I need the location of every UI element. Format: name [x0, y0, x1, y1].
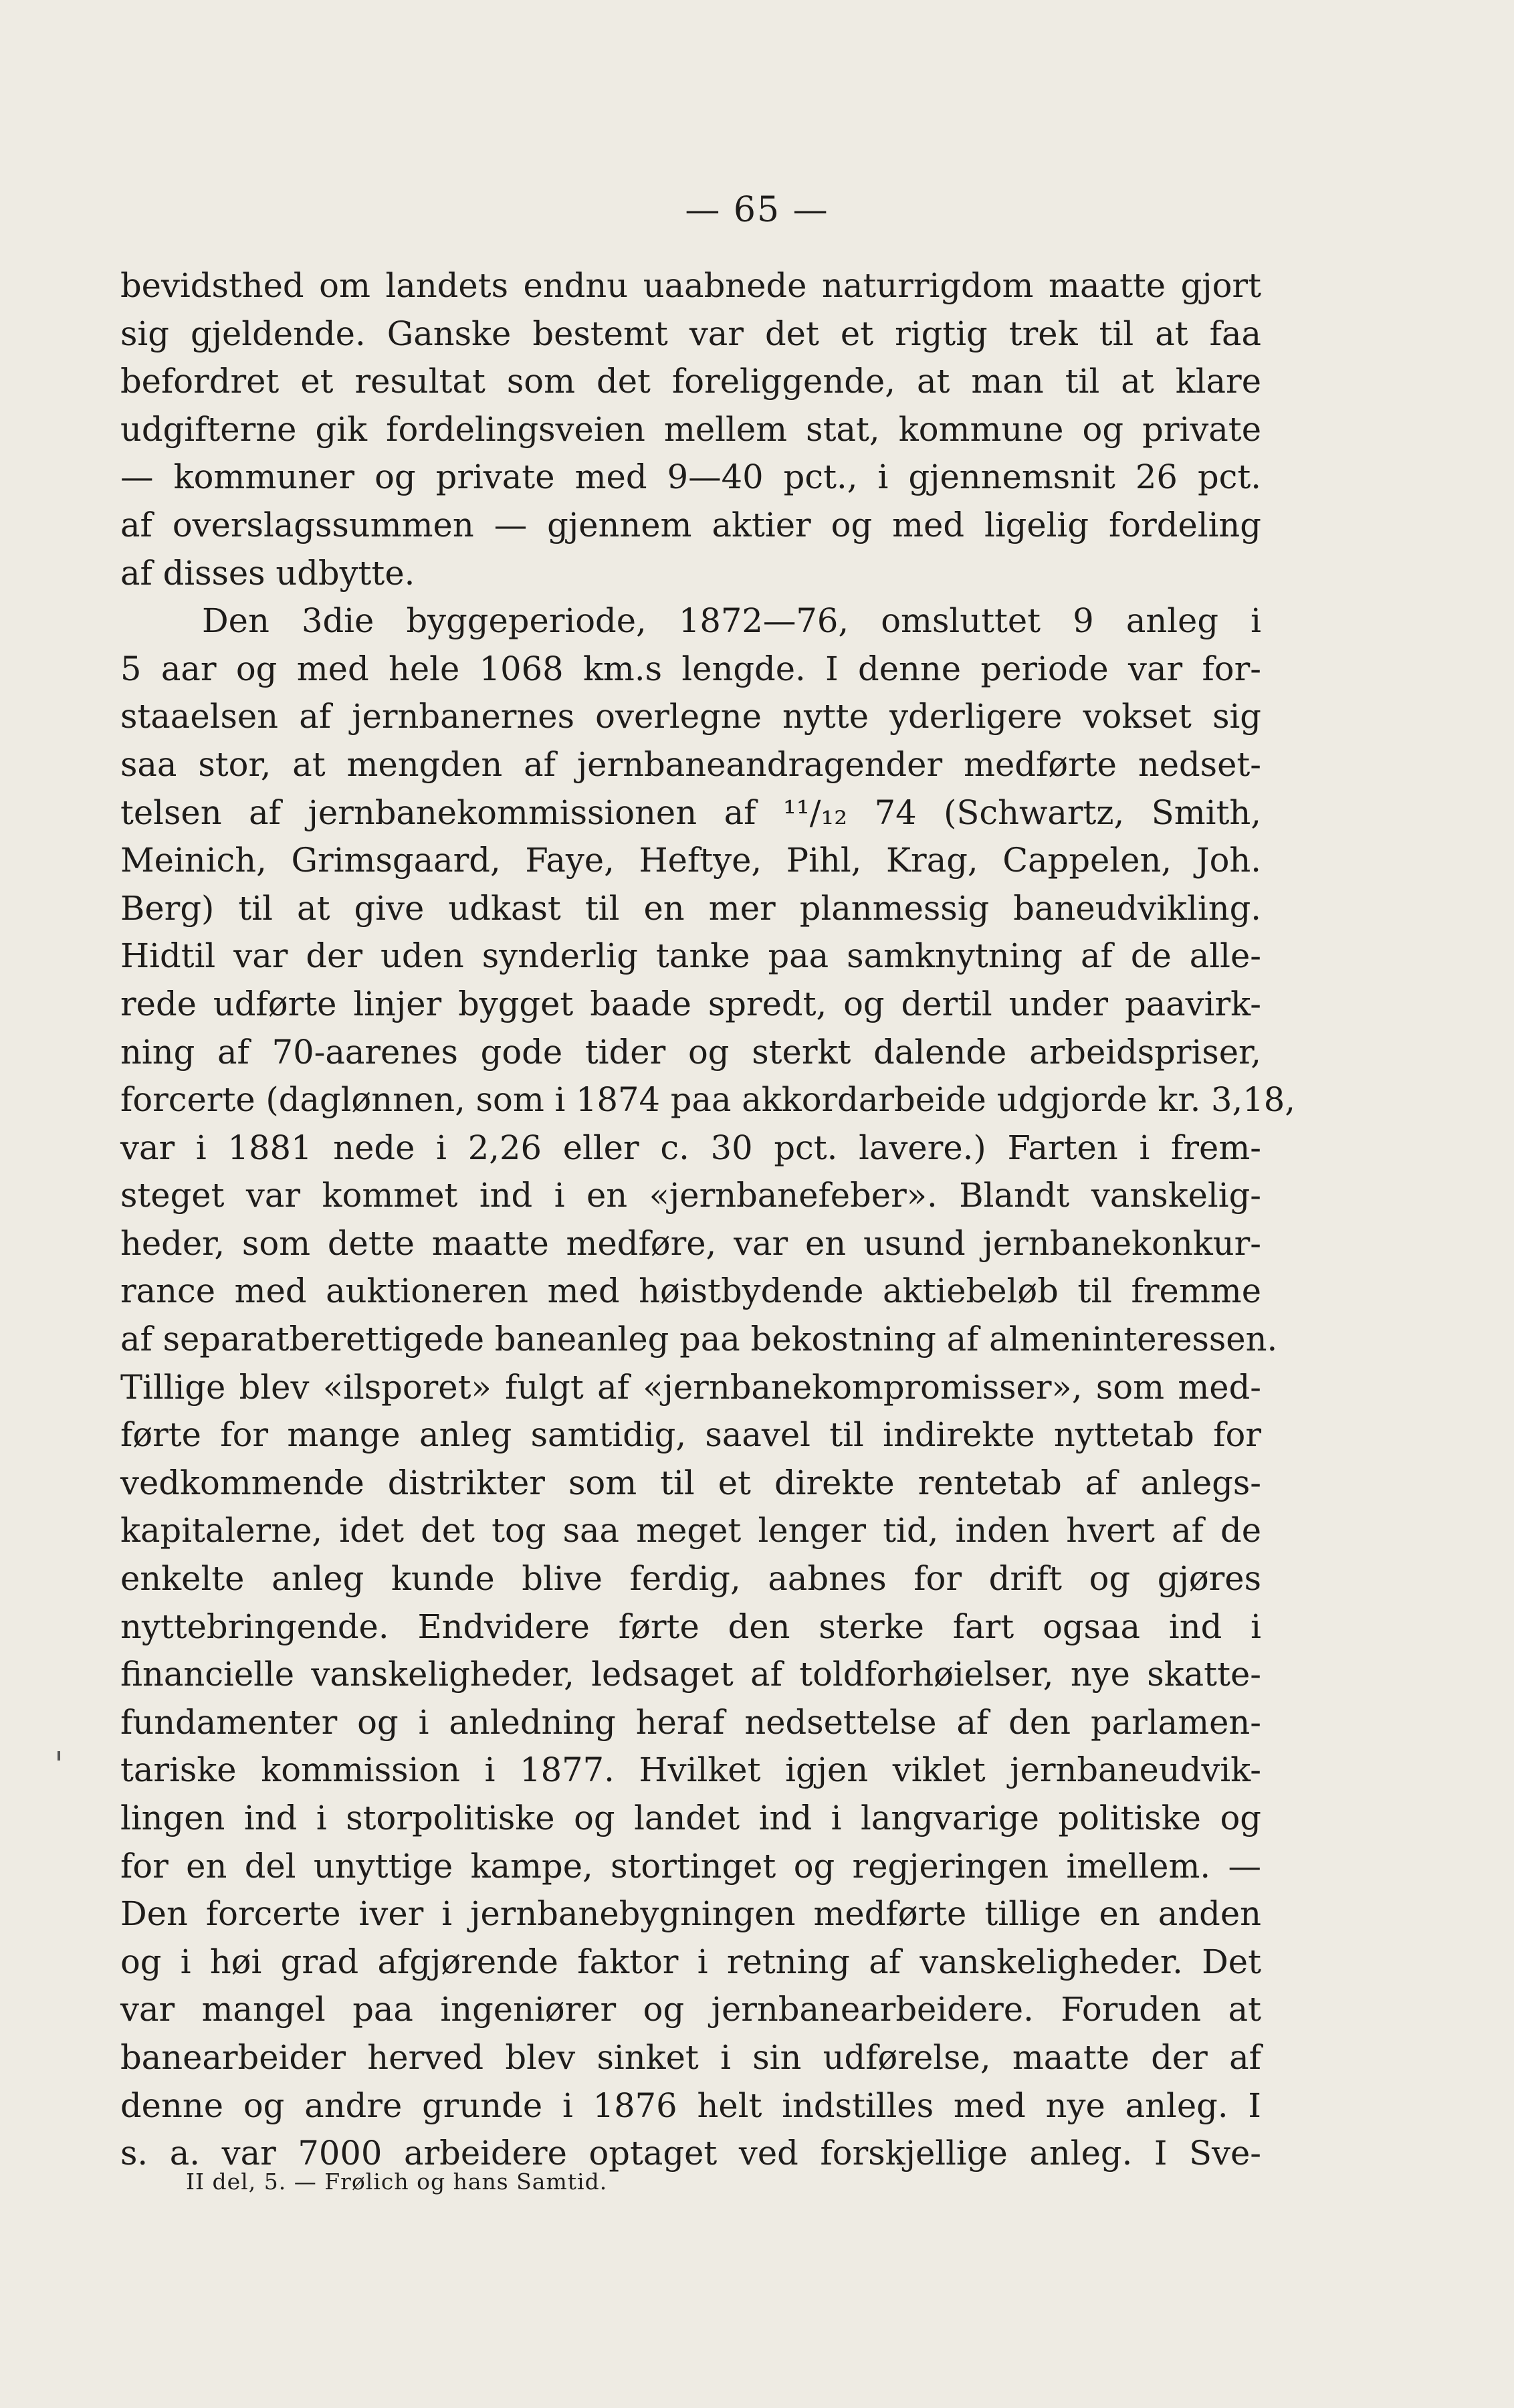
text-line: — kommuner og private med 9—40 pct., i gjennemsnit 26 pct. — [120, 458, 1261, 497]
text-line: rede udførte linjer bygget baade spredt, og dertil under paavirk- — [120, 984, 1261, 1023]
text-line: bevidsthed om landets endnu uaabnede naturrigdom maatte gjort — [120, 266, 1261, 305]
text-line: staaelsen af jernbanernes overlegne nytte yderligere vokset sig — [120, 697, 1261, 736]
text-line: for en del unyttige kampe, stortinget og regjeringen imellem. — — [120, 1846, 1261, 1886]
text-line: Den forcerte iver i jernbanebygningen medførte tillige en anden — [120, 1894, 1261, 1934]
text-line: banearbeider herved blev sinket i sin udførelse, maatte der af — [120, 2037, 1261, 2077]
text-line: Tillige blev «ilsporet» fulgt af «jernbanekompromisser», som med- — [120, 1367, 1261, 1407]
text-line: og i høi grad afgjørende faktor i retning af vanskeligheder. Det — [120, 1942, 1261, 1981]
text-line: nyttebringende. Endvidere førte den sterke fart ogsaa ind i — [120, 1607, 1261, 1646]
text-line: rance med auktioneren med høistbydende aktiebeløb til fremme — [120, 1272, 1261, 1311]
text-line: Meinich, Grimsgaard, Faye, Heftye, Pihl, Krag, Cappelen, Joh. — [120, 841, 1261, 880]
text-line: Hidtil var der uden synderlig tanke paa samknytning af de alle- — [120, 936, 1261, 976]
text-line: s. a. var 7000 arbeidere optaget ved forskjellige anleg. I Sve- — [120, 2134, 1261, 2173]
text-line: enkelte anleg kunde blive ferdig, aabnes for drift og gjøres — [120, 1559, 1261, 1599]
text-line: vedkommende distrikter som til et direkte rentetab af anlegs- — [120, 1463, 1261, 1502]
margin-mark — [58, 1751, 60, 1761]
text-line: Den 3die byggeperiode, 1872—76, omsluttet 9 anleg i — [202, 601, 1261, 641]
body-text — [120, 262, 1295, 2178]
footer-signature: II del, 5. — Frølich og hans Samtid. — [186, 2169, 608, 2195]
text-line: førte for mange anleg samtidig, saavel til indirekte nyttetab for — [120, 1415, 1261, 1455]
text-line: befordret et resultat som det foreliggende, at man til at klare — [120, 362, 1261, 401]
text-line: tariske kommission i 1877. Hvilket igjen viklet jernbaneudvik- — [120, 1750, 1261, 1790]
text-line: heder, som dette maatte medføre, var en usund jernbanekonkur- — [120, 1223, 1261, 1263]
text-line: denne og andre grunde i 1876 helt indstilles med nye anleg. I — [120, 2086, 1261, 2125]
text-line: fundamenter og i anledning heraf nedsettelse af den parlamen- — [120, 1702, 1261, 1742]
text-line: var mangel paa ingeniører og jernbanearbeidere. Foruden at — [120, 1990, 1261, 2029]
text-line: af separatberettigede baneanleg paa bekostning af almeninteressen. — [120, 1320, 1278, 1359]
text-line: lingen ind i storpolitiske og landet ind i langvarige politiske og — [120, 1799, 1261, 1837]
text-line: steget var kommet ind i en «jernbanefeber». Blandt vanskelig- — [120, 1176, 1261, 1215]
text-line: var i 1881 nede i 2,26 eller c. 30 pct. lavere.) Farten i frem- — [120, 1128, 1261, 1167]
text-line: kapitalerne, idet det tog saa meget lenger tid, inden hvert af de — [120, 1511, 1261, 1550]
text-line: af disses udbytte. — [120, 553, 415, 593]
text-line: ning af 70-aarenes gode tider og sterkt dalende arbeidspriser, — [120, 1032, 1261, 1072]
page-number: — 65 — — [685, 190, 829, 230]
text-line: forcerte (daglønnen, som i 1874 paa akkordarbeide udgjorde kr. 3,18, — [120, 1080, 1295, 1120]
text-line: 5 aar og med hele 1068 km.s lengde. I denne periode var for- — [120, 649, 1261, 688]
text-line: af overslagssummen — gjennem aktier og med ligelig fordeling — [120, 505, 1261, 544]
text-line: sig gjeldende. Ganske bestemt var det et rigtig trek til at faa — [120, 314, 1261, 353]
text-line: saa stor, at mengden af jernbaneandragender medførte nedset- — [120, 744, 1261, 784]
text-line: telsen af jernbanekommissionen af ¹¹/₁₂ 74 (Schwartz, Smith, — [120, 793, 1261, 832]
text-line: financielle vanskeligheder, ledsaget af toldforhøielser, nye skatte- — [120, 1655, 1261, 1694]
text-line: Berg) til at give udkast til en mer planmessig baneudvikling. — [120, 888, 1261, 928]
text-line: udgifterne gik fordelingsveien mellem stat, kommune og private — [120, 409, 1261, 449]
